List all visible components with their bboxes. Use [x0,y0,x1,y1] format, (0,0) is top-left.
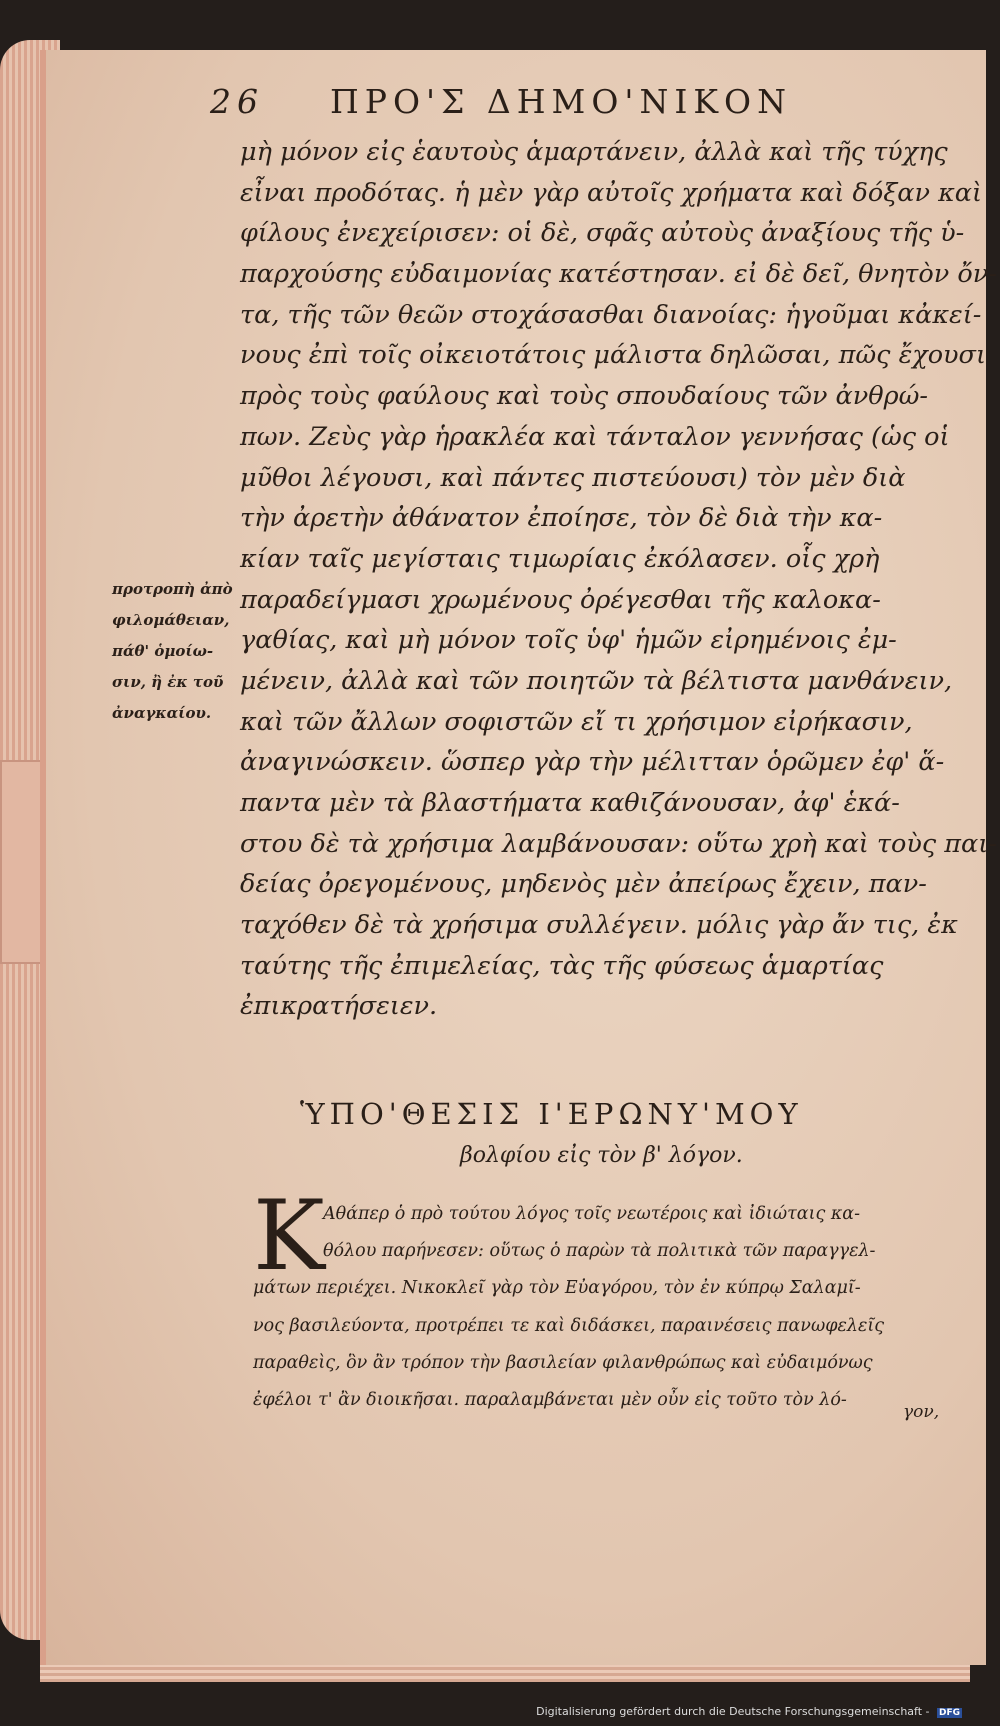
text-line: ταχόθεν δὲ τὰ χρήσιμα συλλέγειν. μόλις γὰρ ἄν τις, ἐκ [240,910,958,941]
page-number: 26 [210,82,264,121]
margin-note-line: σιν, ἢ ἐκ τοῦ [112,673,224,691]
text-line: στου δὲ τὰ χρήσιμα λαμβάνουσαν: οὕτω χρὴ καὶ τοὺς παι- [240,828,997,859]
text-line: πρὸς τοὺς φαύλους καὶ τοὺς σπουδαίους τῶν ἀνθρώ- [240,381,929,412]
running-head-title: ΠΡΟ'Σ ΔΗΜΟ'ΝΙΚΟΝ [330,82,792,121]
text-line: μῦθοι λέγουσι, καὶ πάντες πιστεύουσι) τὸν μὲν διὰ [240,462,906,493]
text-line: παρχούσης εὐδαιμονίας κατέστησαν. εἰ δὲ δεῖ, θνητὸν ὄν- [240,259,997,290]
text-line: κίαν ταῖς μεγίσταις τιμωρίαις ἐκόλασεν. οἷς χρὴ [240,543,880,574]
text-line: μὴ μόνον εἰς ἑαυτοὺς ἁμαρτάνειν, ἀλλὰ καὶ τῆς τύχης [240,137,948,167]
text-line: παραθεὶς, ὃν ἂν τρόπον τὴν βασιλείαν φιλανθρώπως καὶ εὐδαιμόνως [253,1352,873,1373]
margin-note-line: ἀναγκαίου. [112,704,212,722]
text-line: γαθίας, καὶ μὴ μόνον τοῖς ὑφ' ἡμῶν εἰρημένοις ἐμ- [240,625,897,656]
text-line: νους ἐπὶ τοῖς οἰκειοτάτοις μάλιστα δηλῶσαι, πῶς ἔχουσι [240,340,986,371]
hypothesis-text [253,1196,953,1419]
text-line: φίλους ἐνεχείρισεν: οἱ δὲ, σφᾶς αὐτοὺς ἀναξίους τῆς ὑ- [240,218,965,249]
margin-note-line: φιλομάθειαν, [112,611,230,629]
section-subtitle: βολφίου εἰς τὸν β' λόγον. [460,1143,743,1168]
running-head [210,82,910,128]
margin-note-line: προτροπὴ ἀπὸ [112,580,233,598]
credit-text: Digitalisierung gefördert durch die Deutsche Forschungsgemeinschaft - [536,1705,930,1718]
text-line: μάτων περιέχει. Νικοκλεῖ γὰρ τὸν Εὐαγόρου, τὸν ἐν κύπρῳ Σαλαμῖ- [253,1278,861,1299]
text-line: καὶ τῶν ἄλλων σοφιστῶν εἴ τι χρήσιμον εἰρήκασιν, [240,706,913,737]
catchword: γον, [903,1402,940,1422]
text-line: δείας ὀρεγομένους, μηδενὸς μὲν ἀπείρως ἔχειν, παν- [240,869,927,900]
text-line: εἶναι προδότας. ἡ μὲν γὰρ αὐτοῖς χρήματα καὶ δόξαν καὶ [240,177,983,208]
margin-note-line: πάθ' ὁμοίω- [112,642,214,660]
body-text [240,132,997,1027]
text-line: παντα μὲν τὰ βλαστήματα καθιζάνουσαν, ἀφ' ἑκά- [240,788,900,818]
text-line: ἐφέλοι τ' ἂν διοικῆσαι. παραλαμβάνεται μὲν οὖν εἰς τοῦτο τὸν λό- [253,1389,847,1410]
text-line: τα, τῆς τῶν θεῶν στοχάσασθαι διανοίας: ἡγοῦμαι κἀκεί- [240,299,982,330]
text-line: τὴν ἀρετὴν ἀθάνατον ἐποίησε, τὸν δὲ διὰ τὴν κα- [240,503,883,534]
text-line: ταύτης τῆς ἐπιμελείας, τὰς τῆς φύσεως ἁμαρτίας [240,950,884,981]
text-line: νος βασιλεύοντα, προτρέπει τε καὶ διδάσκει, παραινέσεις πανωφελεῖς [253,1315,884,1336]
text-line: παραδείγμασι χρωμένους ὀρέγεσθαι τῆς καλοκα- [240,584,881,615]
section-title: ὙΠΟ'ΘΕΣΙΣ Ι'ΕΡΩΝΥ'ΜΟΥ [300,1097,803,1131]
text-line: θόλου παρήνεσεν: οὕτως ὁ παρὼν τὰ πολιτικὰ τῶν παραγγελ- [323,1241,876,1262]
text-line: πων. Ζεὺς γὰρ ἡρακλέα καὶ τάνταλον γεννήσας (ὡς οἱ [240,421,950,452]
dfg-logo: DFG [938,1708,960,1718]
text-line: μένειν, ἀλλὰ καὶ τῶν ποιητῶν τὰ βέλτιστα μανθάνειν, [240,665,953,696]
text-line: ἀναγινώσκειν. ὥσπερ γὰρ τὴν μέλιτταν ὁρῶμεν ἐφ' ἅ- [240,747,945,778]
text-line: ἐπικρατήσειεν. [240,991,438,1022]
text-line: Αθάπερ ὁ πρὸ τούτου λόγος τοῖς νεωτέροις καὶ ἰδιώταις κα- [323,1204,861,1224]
drop-cap-initial: K [253,1180,325,1292]
margin-note [112,574,252,729]
digitization-credit [536,1705,962,1718]
